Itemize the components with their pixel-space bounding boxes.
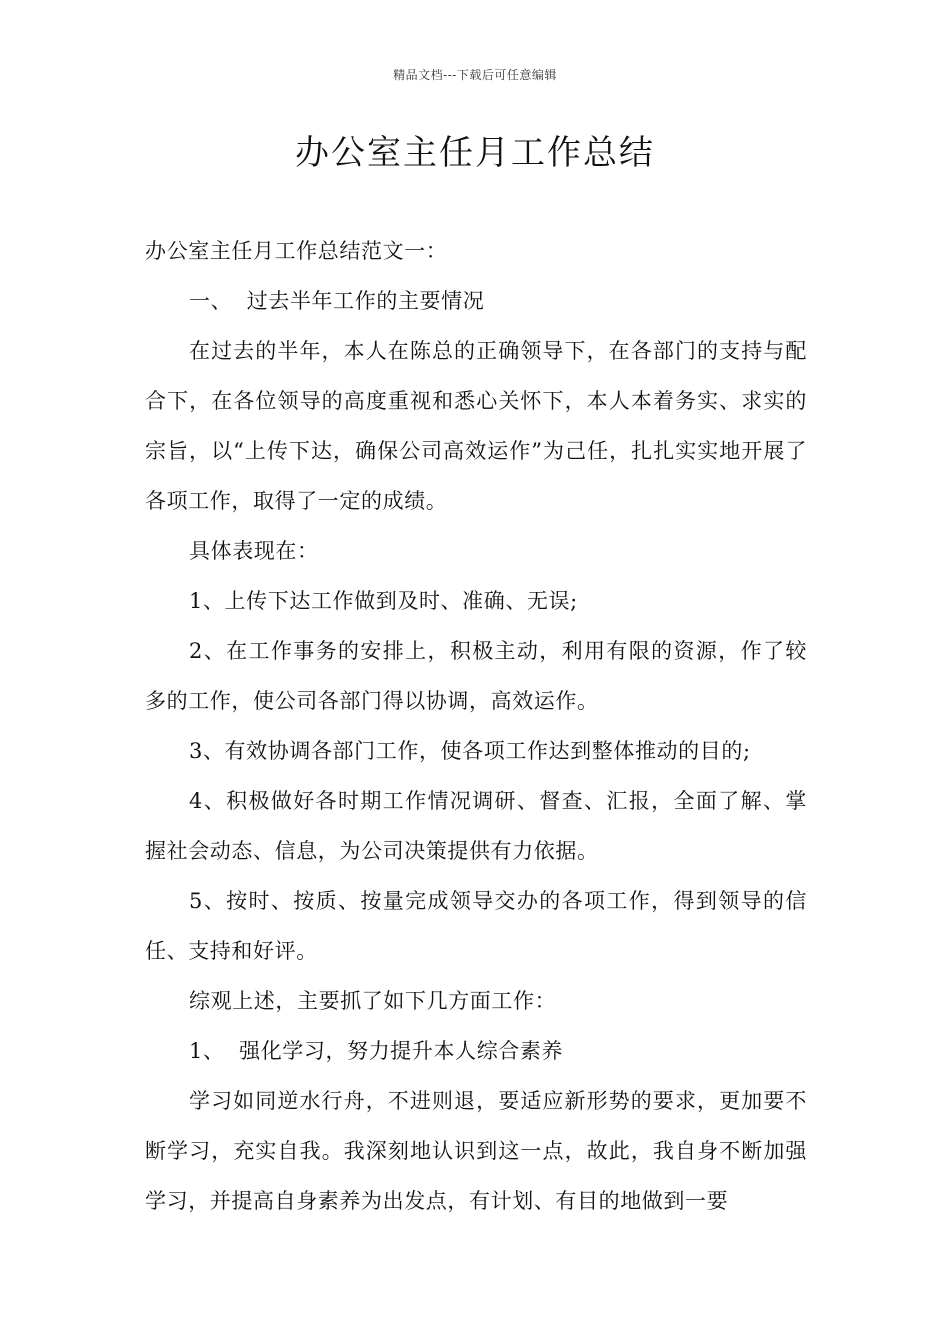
paragraph: 2、在工作事务的安排上，积极主动，利用有限的资源，作了较多的工作，使公司各部门得以协调，高效运作。 [145, 639, 807, 713]
paragraph: 1、上传下达工作做到及时、准确、无误; [189, 589, 578, 613]
paragraph: 1、 强化学习，努力提升本人综合素养 [189, 1039, 564, 1063]
paragraph: 一、 过去半年工作的主要情况 [189, 289, 485, 313]
header-note: 精品文档---下载后可任意编辑 [393, 68, 557, 82]
paragraph: 综观上述，主要抓了如下几方面工作： [189, 989, 557, 1013]
document-title: 办公室主任月工作总结 [295, 133, 655, 173]
paragraph: 3、有效协调各部门工作，使各项工作达到整体推动的目的; [189, 739, 751, 763]
paragraph: 在过去的半年，本人在陈总的正确领导下，在各部门的支持与配合下，在各位领导的高度重视和悉心关怀下，本人本着务实、求实的宗旨，以“上传下达，确保公司高效运作”为己任，扎扎实实地开展了各项工作，取得了一定的成绩。 [145, 339, 807, 513]
paragraph: 4、积极做好各时期工作情况调研、督查、汇报，全面了解、掌握社会动态、信息，为公司决策提供有力依据。 [145, 789, 807, 863]
paragraph: 具体表现在： [189, 539, 319, 563]
paragraph: 学习如同逆水行舟，不进则退，要适应新形势的要求，更加要不断学习，充实自我。我深刻地认识到这一点，故此，我自身不断加强学习，并提高自身素养为出发点，有计划、有目的地做到一要 [145, 1089, 807, 1213]
document-body [145, 226, 807, 1226]
paragraph: 5、按时、按质、按量完成领导交办的各项工作，得到领导的信任、支持和好评。 [145, 889, 807, 963]
paragraph: 办公室主任月工作总结范文一： [145, 239, 448, 263]
